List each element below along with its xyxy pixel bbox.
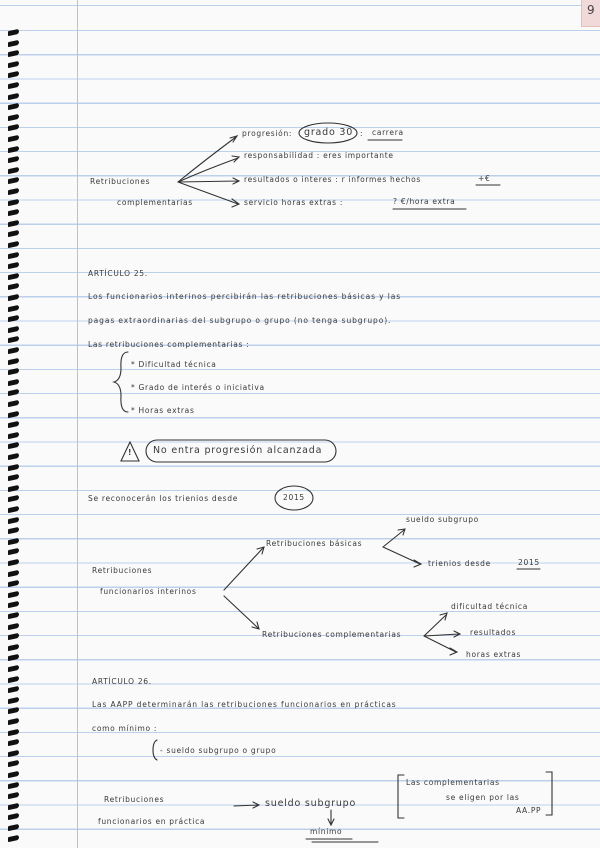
spiral-hole [8,273,19,280]
spiral-hole [8,103,19,110]
art25-item-2: * Grado de interés o iniciativa [131,383,265,392]
spiral-hole [8,718,19,725]
resultados-plus: +€ [478,174,491,183]
spiral-hole [8,167,19,174]
arrow-dificultad [424,613,447,636]
list-brace [114,352,128,412]
retribuciones-basicas: Retribuciones básicas [266,539,363,548]
progresion-colon: : [360,129,364,138]
spiral-hole [8,336,19,343]
spiral-hole [8,760,19,767]
diagram1-root-line2: complementarias [117,198,193,207]
spiral-hole [8,29,19,36]
spiral-hole [8,527,19,534]
spiral-hole [8,209,19,216]
spiral-hole [8,739,19,746]
spiral-hole [8,697,19,704]
spiral-hole [8,82,19,89]
spiral-hole [8,188,19,195]
dificultad-tecnica: dificultad técnica [451,602,529,611]
spiral-hole [8,368,19,375]
spiral-hole [8,495,19,502]
sueldo-subgrupo-target: sueldo subgrupo [265,798,357,809]
spiral-hole [8,506,19,513]
warning-icon: ! [128,448,133,457]
spiral-hole [8,315,19,322]
spiral-hole [8,71,19,78]
spiral-hole [8,665,19,672]
spiral-hole [8,538,19,545]
diagram2-root-line2: funcionarios interinos [100,587,197,596]
page-number: 9 [587,3,595,17]
diagram2-root-line1: Retribuciones [92,566,153,575]
arrow-horas [424,636,457,655]
arrow-to-minimo [328,810,334,825]
art26-line2: como mínimo : [92,724,158,733]
spiral-hole [8,347,19,354]
spiral-hole [8,612,19,619]
spiral-hole [8,92,19,99]
spiral-hole [8,771,19,778]
spiral-hole [8,580,19,587]
art25-item-1: * Dificultad técnica [131,360,217,369]
spiral-hole [8,241,19,248]
spiral-hole [8,654,19,661]
spiral-hole [8,198,19,205]
spiral-hole [8,61,19,68]
spiral-hole [8,750,19,757]
spiral-hole [8,453,19,460]
sueldo-subgrupo: sueldo subgrupo [406,515,479,524]
spiral-hole [8,326,19,333]
spiral-hole [8,389,19,396]
spiral-hole [8,294,19,301]
arrow-trienios [383,547,421,567]
note-bracket-left [398,775,404,818]
spiral-hole [8,251,19,258]
resultados-item: resultados [470,628,517,637]
spiral-hole [8,474,19,481]
minimo-label: mínimo [310,827,343,836]
art25-line3: Las retribuciones complementarias : [88,340,250,349]
spiral-hole [8,432,19,439]
spiral-hole [8,686,19,693]
grado-circled: grado 30 [304,127,354,138]
diagram3-root-line1: Retribuciones [104,795,165,804]
spiral-hole [8,803,19,810]
arrow-sueldo [383,529,405,547]
servicio-branch: servicio horas extras : [244,198,344,207]
spiral-hole [8,675,19,682]
item-brace [153,740,157,760]
hora-extra-label: ? €/hora extra [393,197,456,206]
arrow-resultados2 [424,631,460,637]
arrow-to-sueldo [234,802,259,808]
note-bracket-right [546,772,552,815]
spiral-hole [8,262,19,269]
spiral-hole [8,569,19,576]
note-line3: AA.PP [516,806,542,815]
spiral-hole [8,559,19,566]
spiral-hole [8,177,19,184]
responsabilidad-branch: responsabilidad : eres importante [244,151,394,160]
arrow-responsabilidad [178,156,239,182]
spiral-hole [8,379,19,386]
warning-text: No entra progresión alcanzada [153,445,323,456]
spiral-hole [8,357,19,364]
art25-line2: pagas extraordinarias del subgrupo o grupo (no tenga subgrupo). [88,316,392,325]
spiral-hole [8,156,19,163]
spiral-hole [8,824,19,831]
spiral-hole [8,548,19,555]
spiral-hole [8,834,19,841]
spiral-hole [8,220,19,227]
horas-extras-item: horas extras [466,650,522,659]
art26-item: - sueldo subgrupo o grupo [160,746,277,755]
spiral-hole [8,463,19,470]
spiral-hole [8,601,19,608]
resultados-branch: resultados o interes : r informes hechos [244,175,421,184]
spiral-hole [8,50,19,57]
spiral-hole [8,728,19,735]
spiral-hole [8,707,19,714]
spiral-hole [8,442,19,449]
diagram1-root-line1: Retribuciones [90,177,151,186]
art25-heading: ARTÍCULO 25. [88,269,148,278]
arrow-progresion [178,136,237,182]
spiral-hole [8,135,19,142]
art25-item-3: * Horas extras [131,406,195,415]
margin-line [77,0,78,848]
spiral-hole [8,410,19,417]
arrow-resultados [178,178,239,184]
note-line2: se eligen por las [446,793,520,802]
spiral-hole [8,792,19,799]
spiral-hole [8,622,19,629]
carrera-label: carrera [372,128,404,137]
spiral-hole [8,124,19,131]
page-number-tab [581,0,600,27]
spiral-hole [8,304,19,311]
note-line1: Las complementarias [406,778,500,787]
art26-line1: Las AAPP determinarán las retribuciones funcionarios en prácticas [92,700,397,709]
spiral-hole [8,400,19,407]
trienios-text: Se reconocerán los trienios desde [88,494,239,503]
spiral-hole [8,781,19,788]
trienios-year-circled: 2015 [283,493,305,502]
retribuciones-complementarias: Retribuciones complementarias [262,630,402,639]
trienios-desde: trienios desde [428,559,491,568]
arrow-basicas [224,547,264,590]
spiral-hole [8,230,19,237]
spiral-hole [8,283,19,290]
spiral-hole [8,114,19,121]
spiral-hole [8,813,19,820]
art25-line1: Los funcionarios interinos percibirán las retribuciones básicas y las [88,292,402,301]
arrow-complementarias [224,596,259,629]
trienios-desde-year: 2015 [518,558,540,567]
spiral-hole [8,516,19,523]
spiral-hole [8,633,19,640]
diagram3-root-line2: funcionarios en práctica [98,817,206,826]
spiral-hole [8,591,19,598]
spiral-hole [8,421,19,428]
art26-heading: ARTÍCULO 26. [92,677,152,686]
spiral-hole [8,485,19,492]
spiral-hole [8,644,19,651]
spiral-hole [8,145,19,152]
progresion-label: progresión: [242,129,293,138]
spiral-hole [8,39,19,46]
